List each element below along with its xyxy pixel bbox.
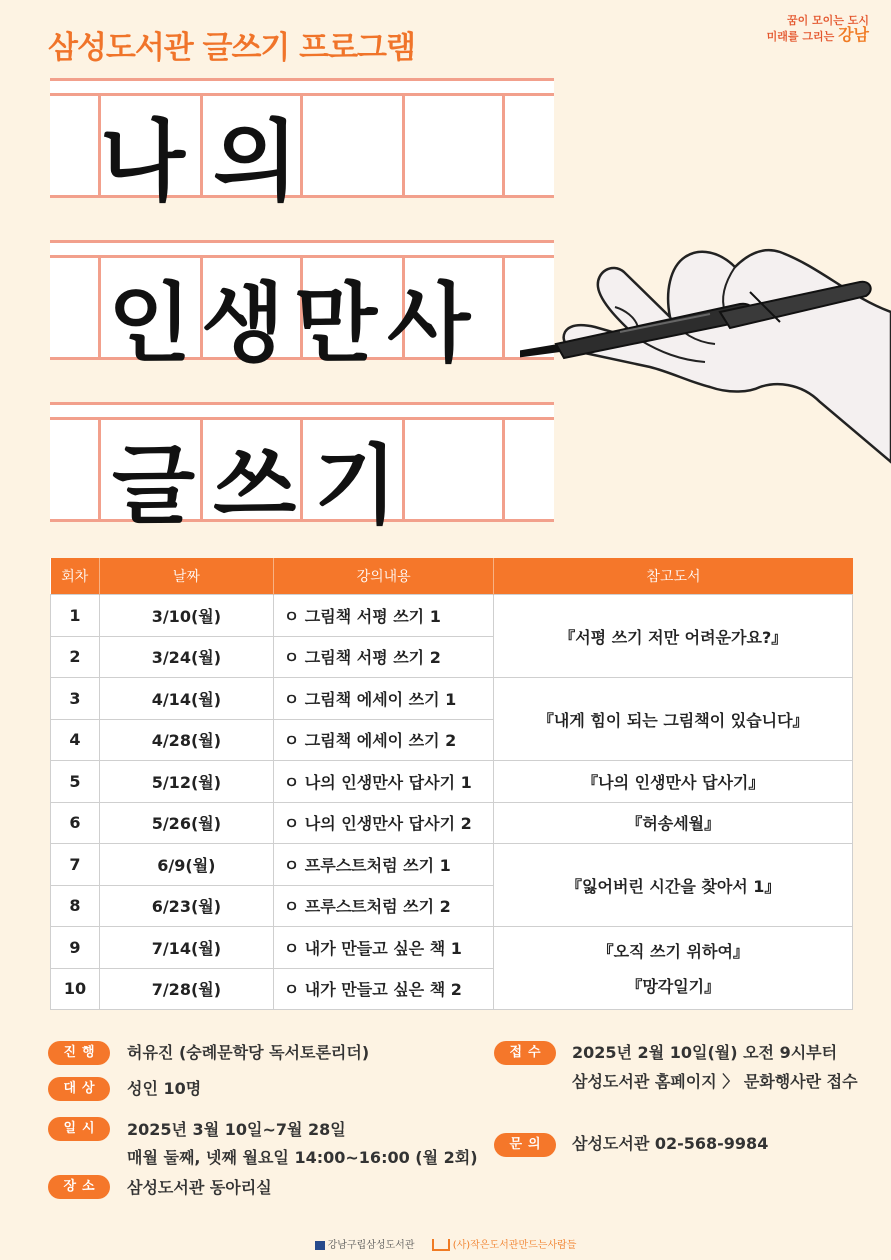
table-row: [51, 844, 853, 886]
place-text: 삼성도서관 동아리실: [127, 1178, 272, 1197]
session-content: ㅇ 그림책 서평 쓰기 1: [273, 595, 494, 637]
reference-book: 『오직 쓰기 위하여』: [597, 942, 749, 961]
contact-text: 삼성도서관 02-568-9984: [572, 1134, 769, 1153]
target-label: 대상: [48, 1077, 110, 1101]
session-date: 3/10(월): [99, 595, 273, 637]
session-date: 4/28(월): [99, 719, 273, 761]
session-content: ㅇ 내가 만들고 싶은 책 2: [273, 968, 494, 1010]
contact-label: 문의: [494, 1133, 556, 1157]
title-handwriting-1: 나의: [100, 110, 327, 213]
session-date: 7/28(월): [99, 968, 273, 1010]
table-row: [51, 927, 853, 969]
book-logo-icon: [432, 1239, 450, 1251]
schedule-table: [50, 558, 853, 1010]
session-date: 4/14(월): [99, 678, 273, 720]
session-number: 10: [51, 968, 100, 1010]
time-text-1: 2025년 3월 10일~7월 28일: [127, 1120, 346, 1139]
time-label: 일시: [48, 1117, 110, 1141]
header-reference: 참고도서: [494, 558, 853, 595]
session-date: 7/14(월): [99, 927, 273, 969]
title-grid-row-2: [50, 240, 554, 374]
time-text-2: 매월 둘째, 넷째 월요일 14:00~16:00 (월 2회): [127, 1148, 478, 1167]
gangnam-logo: [767, 14, 869, 44]
session-content: ㅇ 프루스트처럼 쓰기 1: [273, 844, 494, 886]
logo-slogan-2: 미래를 그리는: [766, 30, 835, 43]
logo-slogan-1: 꿈이 모이는 도시: [786, 14, 869, 27]
apply-text-1: 2025년 2월 10일(월) 오전 9시부터: [572, 1043, 838, 1062]
session-number: 9: [51, 927, 100, 969]
reference-books-pair: [494, 927, 853, 1010]
table-row: [51, 595, 853, 637]
title-grid-row-3: [50, 402, 554, 536]
session-date: 3/24(월): [99, 636, 273, 678]
header-content: 강의내용: [273, 558, 494, 595]
session-content: ㅇ 그림책 서평 쓰기 2: [273, 636, 494, 678]
session-content: ㅇ 내가 만들고 싶은 책 1: [273, 927, 494, 969]
page-title: 삼성도서관 글쓰기 프로그램: [48, 30, 415, 66]
session-content: ㅇ 프루스트처럼 쓰기 2: [273, 885, 494, 927]
session-number: 1: [51, 595, 100, 637]
reference-book: 『망각일기』: [626, 977, 721, 996]
host-label: 진행: [48, 1041, 110, 1065]
session-number: 3: [51, 678, 100, 720]
session-date: 6/9(월): [99, 844, 273, 886]
host-text: 허유진 (숭례문학당 독서토론리더): [127, 1043, 370, 1062]
table-row: [51, 802, 853, 844]
session-number: 6: [51, 802, 100, 844]
session-date: 5/12(월): [99, 761, 273, 803]
library-logo-icon: [315, 1241, 325, 1250]
title-handwriting-3: 글쓰기: [112, 436, 416, 536]
session-content: ㅇ 나의 인생만사 답사기 1: [273, 761, 494, 803]
session-number: 5: [51, 761, 100, 803]
session-date: 6/23(월): [99, 885, 273, 927]
session-number: 4: [51, 719, 100, 761]
reference-book: 『허송세월』: [494, 802, 853, 844]
header-session: 회차: [51, 558, 100, 595]
session-date: 5/26(월): [99, 802, 273, 844]
organizer-2: (사)작은도서관만드는사람들: [452, 1240, 577, 1251]
apply-label: 접수: [494, 1041, 556, 1065]
target-text: 성인 10명: [127, 1079, 202, 1098]
header-date: 날짜: [99, 558, 273, 595]
logo-brand: 강남: [838, 25, 869, 44]
title-grid-row-1: [50, 78, 554, 213]
table-row: [51, 678, 853, 720]
reference-book: 『나의 인생만사 답사기』: [494, 761, 853, 803]
organizer-1: 강남구립삼성도서관: [327, 1240, 415, 1251]
reference-book: 『잃어버린 시간을 찾아서 1』: [494, 844, 853, 927]
hand-with-pen-illustration: [520, 232, 891, 612]
place-label: 장소: [48, 1175, 110, 1199]
title-handwriting-2: 인생만사: [108, 274, 481, 374]
footer-organizers: [0, 1236, 891, 1251]
session-content: ㅇ 나의 인생만사 답사기 2: [273, 802, 494, 844]
session-number: 8: [51, 885, 100, 927]
session-number: 2: [51, 636, 100, 678]
session-content: ㅇ 그림책 에세이 쓰기 2: [273, 719, 494, 761]
reference-book: 『서평 쓰기 저만 어려운가요?』: [494, 595, 853, 678]
apply-text-2: 삼성도서관 홈페이지 〉 문화행사란 접수: [572, 1072, 858, 1091]
session-number: 7: [51, 844, 100, 886]
session-content: ㅇ 그림책 에세이 쓰기 1: [273, 678, 494, 720]
table-row: [51, 761, 853, 803]
reference-book: 『내게 힘이 되는 그림책이 있습니다』: [494, 678, 853, 761]
